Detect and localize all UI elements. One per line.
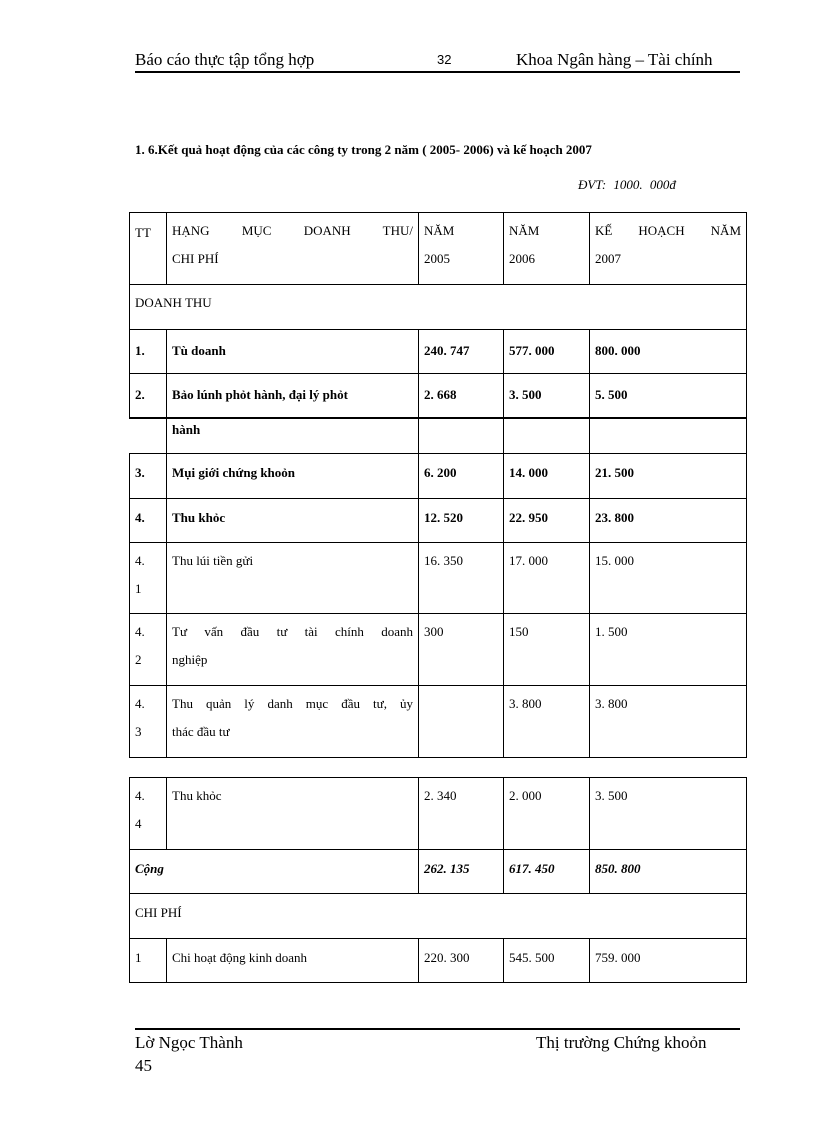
row-2005: 2. 340: [419, 778, 504, 850]
row-2007: 1. 500: [590, 614, 747, 686]
row-name: Bảo lúnh phỏt hành, đại lý phỏt: [167, 374, 419, 418]
row-tt: 4. 3: [130, 686, 167, 758]
footer-right: Thị trường Chứng khoỏn: [536, 1033, 707, 1052]
table-row: [130, 686, 747, 758]
row-tt: 4.: [130, 499, 167, 543]
footer-page-number: 45: [135, 1056, 152, 1075]
row-2006: 577. 000: [504, 330, 590, 374]
footer-rule: [135, 1028, 740, 1030]
section-row-cost: [130, 894, 747, 939]
total-label: Cộng: [130, 850, 419, 894]
row-2005: 300: [419, 614, 504, 686]
row-2005: 16. 350: [419, 543, 504, 614]
row-tt: 2.: [130, 374, 167, 418]
header-rule: [135, 71, 740, 73]
total-2007: 850. 800: [590, 850, 747, 894]
header-tt: TT: [130, 213, 167, 285]
row-name: Thu lúi tiền gửi: [167, 543, 419, 614]
row-name: Thu khỏc: [167, 778, 419, 850]
total-row: [130, 850, 747, 894]
row-2005: 220. 300: [419, 939, 504, 983]
total-2006: 617. 450: [504, 850, 590, 894]
row-tt: 1.: [130, 330, 167, 374]
header-item: HẠNG MỤC DOANH THU/ CHI PHÍ: [167, 213, 419, 285]
row-2006: [504, 418, 590, 454]
section-label: DOANH THU: [130, 285, 747, 330]
row-2007: 3. 500: [590, 778, 747, 850]
row-2007: 21. 500: [590, 454, 747, 499]
row-tt: [130, 418, 167, 454]
row-2007: 5. 500: [590, 374, 747, 418]
row-tt: 4. 1: [130, 543, 167, 614]
row-2006: 3. 500: [504, 374, 590, 418]
row-2006: 14. 000: [504, 454, 590, 499]
row-2007: 759. 000: [590, 939, 747, 983]
header-right: Khoa Ngân hàng – Tài chính: [516, 50, 713, 69]
row-2005: [419, 418, 504, 454]
row-name: Chi hoạt động kinh doanh: [167, 939, 419, 983]
row-tt: 4. 2: [130, 614, 167, 686]
row-name: Tù doanh: [167, 330, 419, 374]
table-row: [130, 543, 747, 614]
section-title: 1. 6.Kết quả hoạt động của các công ty trong 2 năm ( 2005- 2006) và kế hoạch 2007: [135, 142, 592, 157]
footer-author: Lờ Ngọc Thành: [135, 1033, 243, 1052]
table-row-continued: [130, 418, 747, 454]
unit-label: ĐVT: 1000. 000đ: [578, 177, 676, 192]
row-2005: [419, 686, 504, 758]
row-name: Thu khỏc: [167, 499, 419, 543]
header-2006: NĂM 2006: [504, 213, 590, 285]
table-row: [130, 778, 747, 850]
row-2006: 17. 000: [504, 543, 590, 614]
row-name: Mụi giới chứng khoỏn: [167, 454, 419, 499]
header-plan-2007: KẾ HOẠCH NĂM 2007: [590, 213, 747, 285]
row-2007: [590, 418, 747, 454]
table-row: [130, 454, 747, 499]
row-tt: 1: [130, 939, 167, 983]
results-table-continued: [129, 777, 747, 983]
table-row: [130, 330, 747, 374]
row-2005: 240. 747: [419, 330, 504, 374]
table-header-row: [130, 213, 747, 285]
header-2005: NĂM 2005: [419, 213, 504, 285]
row-2005: 6. 200: [419, 454, 504, 499]
row-2006: 22. 950: [504, 499, 590, 543]
row-2007: 23. 800: [590, 499, 747, 543]
section-label: CHI PHÍ: [130, 894, 747, 939]
header-page-number: 32: [437, 52, 452, 67]
row-2007: 3. 800: [590, 686, 747, 758]
table-row: [130, 374, 747, 418]
row-2006: 3. 800: [504, 686, 590, 758]
row-2007: 800. 000: [590, 330, 747, 374]
row-2005: 12. 520: [419, 499, 504, 543]
row-2006: 150: [504, 614, 590, 686]
row-2006: 2. 000: [504, 778, 590, 850]
header-left: Báo cáo thực tập tổng hợp: [135, 50, 315, 69]
row-name: Thu quản lý danh mục đầu tư, ủy thác đầu tư: [167, 686, 419, 758]
table-row: [130, 499, 747, 543]
row-2006: 545. 500: [504, 939, 590, 983]
row-tt: 4. 4: [130, 778, 167, 850]
table-row: [130, 614, 747, 686]
row-2005: 2. 668: [419, 374, 504, 418]
row-name: hành: [167, 418, 419, 454]
section-row-revenue: [130, 285, 747, 330]
row-2007: 15. 000: [590, 543, 747, 614]
table-row: [130, 939, 747, 983]
total-2005: 262. 135: [419, 850, 504, 894]
row-tt: 3.: [130, 454, 167, 499]
row-name: Tư vấn đầu tư tài chính doanh nghiệp: [167, 614, 419, 686]
results-table: [129, 212, 747, 758]
